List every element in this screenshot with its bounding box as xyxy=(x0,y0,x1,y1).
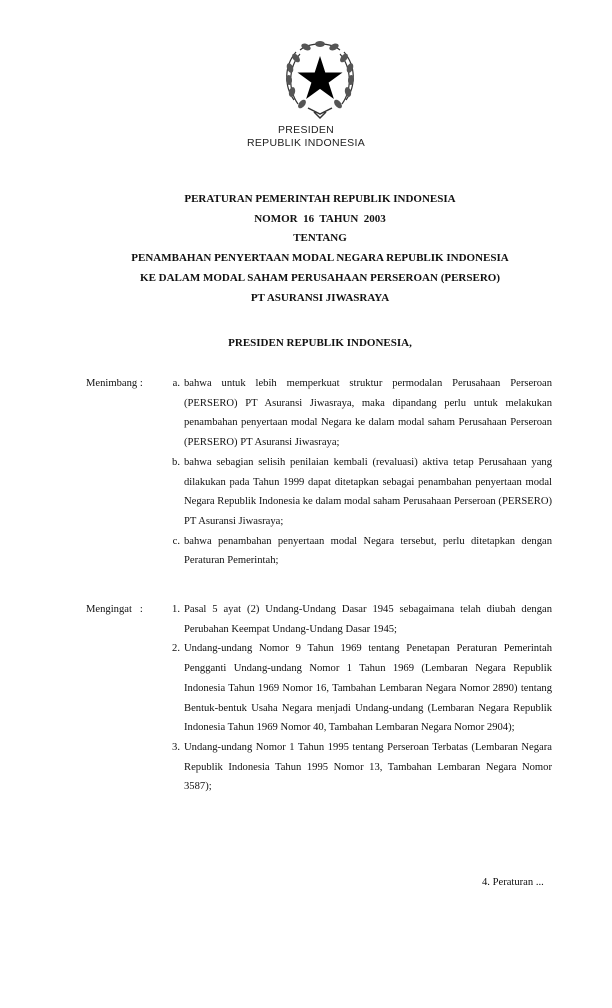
letterhead-line-1: PRESIDEN xyxy=(277,124,335,136)
item-text: Pasal 5 ayat (2) Undang-Undang Dasar 1945 sebagaimana telah diubah dengan Perubahan Keempat Undang-Undang Dasar 1945; xyxy=(184,604,552,635)
list-item xyxy=(86,738,552,797)
item-marker: b. xyxy=(172,456,180,468)
title-line: NOMOR 16 TAHUN 2003 xyxy=(254,212,386,225)
item-text: bahwa penambahan penyertaan modal Negara tersebut, perlu ditetapkan dengan Peraturan Pemerintah; xyxy=(184,535,552,567)
item-text: Undang-undang Nomor 9 Tahun 1969 tentang Penetapan Peraturan Pemerintah Pengganti Undang-undang Nomor 1 Tahun 1969 (Lembaran Negara Republik Indonesia Tahun 1969 Nomor 16, Tambahan Lembaran Negara Nomor 2890) tentang Bentuk-bentuk Usaha Negara menjadi Undang-undang (Lembaran Negara Republik Indonesia Tahun 1969 Nomor 40, Tambahan Lembaran Negara Nomor 2904); xyxy=(184,643,552,734)
item-marker: 1. xyxy=(172,604,180,615)
item-text: Undang-undang Nomor 1 Tahun 1995 tentang Perseroan Terbatas (Lembaran Negara Republik Indonesia Tahun 1995 Nomor 13, Tambahan Lembaran Negara Nomor 3587); xyxy=(184,741,552,793)
title-line: PERATURAN PEMERINTAH REPUBLIK INDONESIA xyxy=(184,193,456,205)
list-item xyxy=(86,453,552,532)
preamble-heading: PRESIDEN REPUBLIK INDONESIA, xyxy=(228,337,412,349)
title-line: PT ASURANSI JIWASRAYA xyxy=(250,291,390,304)
item-marker: 3. xyxy=(172,741,180,753)
title-line: PENAMBAHAN PENYERTAAN MODAL NEGARA REPUBLIK INDONESIA xyxy=(131,252,509,265)
letterhead-line-2: REPUBLIK INDONESIA xyxy=(246,137,365,149)
mengingat-section xyxy=(86,600,552,797)
section-label: Mengingat : xyxy=(86,604,143,615)
item-marker: c. xyxy=(172,535,180,547)
title-line: TENTANG xyxy=(293,232,347,245)
title-line: KE DALAM MODAL SAHAM PERUSAHAAN PERSEROAN (PERSERO) xyxy=(140,271,500,284)
list-item xyxy=(86,639,552,738)
item-marker: 2. xyxy=(172,643,180,655)
continuation-marker: 4. Peraturan ... xyxy=(482,877,544,888)
menimbang-section xyxy=(86,374,552,571)
garuda-star-wreath-emblem-icon xyxy=(280,38,360,122)
document-title xyxy=(0,190,612,308)
section-label: Menimbang : xyxy=(86,378,143,389)
list-item xyxy=(86,600,552,639)
item-text: bahwa untuk lebih memperkuat struktur permodalan Perusahaan Perseroan (PERSERO) PT Asuransi Jiwasraya, maka dipandang perlu untuk melakukan penambahan penyertaan modal Negara ke dalam modal saham Perusahaan Perseroan (PERSERO) PT Asuransi Jiwasraya; xyxy=(184,378,552,449)
item-text: bahwa sebagian selisih penilaian kembali (revaluasi) aktiva tetap Perusahaan yang dilakukan pada Tahun 1999 dapat ditetapkan sebagai penambahan penyertaan modal Negara Republik Indonesia ke dalam modal saham Perusahaan Perseroan (PERSERO) PT Asuransi Jiwasraya; xyxy=(184,456,552,527)
list-item xyxy=(86,532,552,571)
list-item xyxy=(86,374,552,453)
item-marker: a. xyxy=(172,378,180,389)
